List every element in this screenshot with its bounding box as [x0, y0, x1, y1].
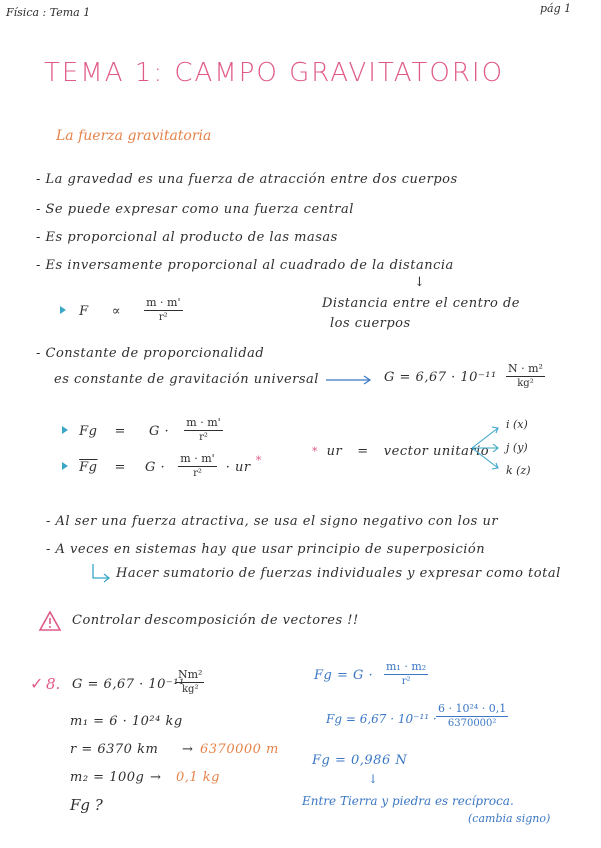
ur-symbol: ur — [326, 444, 343, 459]
fraction-masses — [178, 452, 216, 480]
fraction-denominator: r² — [158, 312, 168, 323]
fraction-denominator: r² — [199, 432, 208, 443]
g-constant-unit — [506, 362, 545, 390]
page-title: TEMA 1: CAMPO GRAVITATORIO — [44, 58, 505, 88]
solution-result: Fg = 0,986 N — [312, 753, 408, 768]
solution-formula-fraction — [384, 660, 428, 688]
fraction-denominator: r² — [193, 468, 202, 479]
equals-sign: = — [114, 423, 126, 439]
fraction-numerator: 6 · 10²⁴ · 0,1 — [438, 702, 507, 715]
corner-arrow-icon — [90, 562, 112, 584]
equals-sign: = — [357, 444, 369, 459]
exercise-m1: m₁ = 6 · 10²⁴ kg — [70, 714, 183, 729]
branch-arrows-icon — [470, 420, 504, 476]
solution-conclusion-note: (cambia signo) — [468, 812, 551, 825]
gravity-formula-vector — [62, 452, 261, 480]
triangle-bullet-icon — [62, 426, 68, 434]
section-subtitle: La fuerza gravitatoria — [56, 128, 212, 144]
note-negative-sign: - Al ser una fuerza atractiva, se usa el signo negativo con los ur — [46, 514, 499, 529]
distance-note-line1: Distancia entre el centro de — [322, 296, 520, 311]
exercise-number: 8. — [46, 675, 61, 693]
warning-icon — [38, 610, 62, 632]
arrow-icon: → — [182, 742, 194, 757]
constant-description: es constante de gravitación universal — [54, 372, 319, 387]
solution-conclusion: Entre Tierra y piedra es recíproca. — [302, 794, 514, 808]
fraction-numerator: m · m' — [146, 296, 181, 309]
bullet-2: - Se puede expresar como una fuerza central — [36, 202, 354, 217]
distance-note-line2: los cuerpos — [330, 316, 411, 331]
bullet-4: - Es inversamente proporcional al cuadrado de la distancia — [36, 258, 454, 273]
fg-vector-symbol: $\overline{Fg}$ — [79, 459, 98, 475]
unit-vector-term: · ur — [225, 459, 251, 475]
fraction-masses — [184, 416, 222, 444]
solution-substitution-fraction — [436, 702, 508, 730]
unit-denominator: kg² — [517, 378, 534, 389]
fraction-denominator: 6370000² — [447, 718, 497, 729]
solution-formula-lhs: Fg = G · — [314, 668, 374, 683]
bullet-3: - Es proporcional al producto de las masas — [36, 230, 338, 245]
warning-text: Controlar descomposición de vectores !! — [72, 613, 359, 628]
force-symbol: F — [79, 303, 89, 319]
long-arrow-icon — [326, 374, 374, 386]
proportional-symbol: ∝ — [111, 303, 122, 319]
star-mark: * — [255, 454, 262, 468]
note-summation: Hacer sumatorio de fuerzas individuales y expresar como total — [116, 566, 561, 581]
triangle-bullet-icon — [62, 462, 68, 470]
page-header-subject: Física : Tema 1 — [6, 6, 91, 19]
constant-heading: - Constante de proporcionalidad — [36, 346, 265, 361]
exercise-g-value: G = 6,67 · 10⁻¹¹ — [72, 677, 185, 692]
note-superposition: - A veces en sistemas hay que usar principio de superposición — [46, 542, 486, 557]
g-symbol: G · — [145, 459, 166, 475]
exercise-g-unit — [176, 668, 204, 696]
gravity-formula-scalar — [62, 416, 223, 444]
unit-vector-k: k (z) — [506, 464, 531, 477]
fraction-numerator: m · m' — [180, 452, 215, 465]
g-constant-value: G = 6,67 · 10⁻¹¹ — [384, 370, 497, 385]
unit-vector-i: i (x) — [506, 418, 528, 431]
exercise-m2-converted: 0,1 kg — [176, 770, 221, 785]
arrow-icon: → — [150, 770, 162, 785]
down-arrow-icon: ↓ — [368, 772, 379, 786]
unit-denominator: kg² — [181, 684, 199, 695]
equals-sign: = — [114, 459, 126, 475]
down-arrow-icon: ↓ — [414, 275, 425, 290]
exercise-m2: m₂ = 100g — [70, 770, 145, 785]
g-symbol: G · — [149, 423, 170, 439]
proportional-formula — [60, 296, 183, 324]
fg-symbol: Fg — [79, 423, 98, 439]
page-number: pág 1 — [540, 2, 572, 15]
unit-vector-definition — [312, 440, 489, 459]
exercise-r-converted: 6370000 m — [200, 742, 279, 757]
unit-numerator: N · m² — [508, 362, 543, 375]
unit-vector-text: vector unitario — [383, 444, 490, 459]
exercise-unknown: Fg ? — [70, 796, 103, 814]
bullet-1: - La gravedad es una fuerza de atracción entre dos cuerpos — [36, 172, 458, 187]
unit-vector-j: j (y) — [506, 441, 528, 454]
fraction-numerator: m · m' — [186, 416, 221, 429]
fraction-numerator: m₁ · m₂ — [386, 660, 427, 673]
star-mark: * — [312, 445, 318, 458]
unit-numerator: Nm² — [178, 668, 203, 681]
solution-substitution-lhs: Fg = 6,67 · 10⁻¹¹ · — [326, 712, 437, 726]
triangle-bullet-icon — [60, 306, 66, 314]
fraction-masses — [144, 296, 182, 324]
check-mark-icon: ✓ — [30, 674, 44, 693]
exercise-r: r = 6370 km — [70, 742, 159, 757]
fraction-denominator: r² — [401, 676, 411, 687]
